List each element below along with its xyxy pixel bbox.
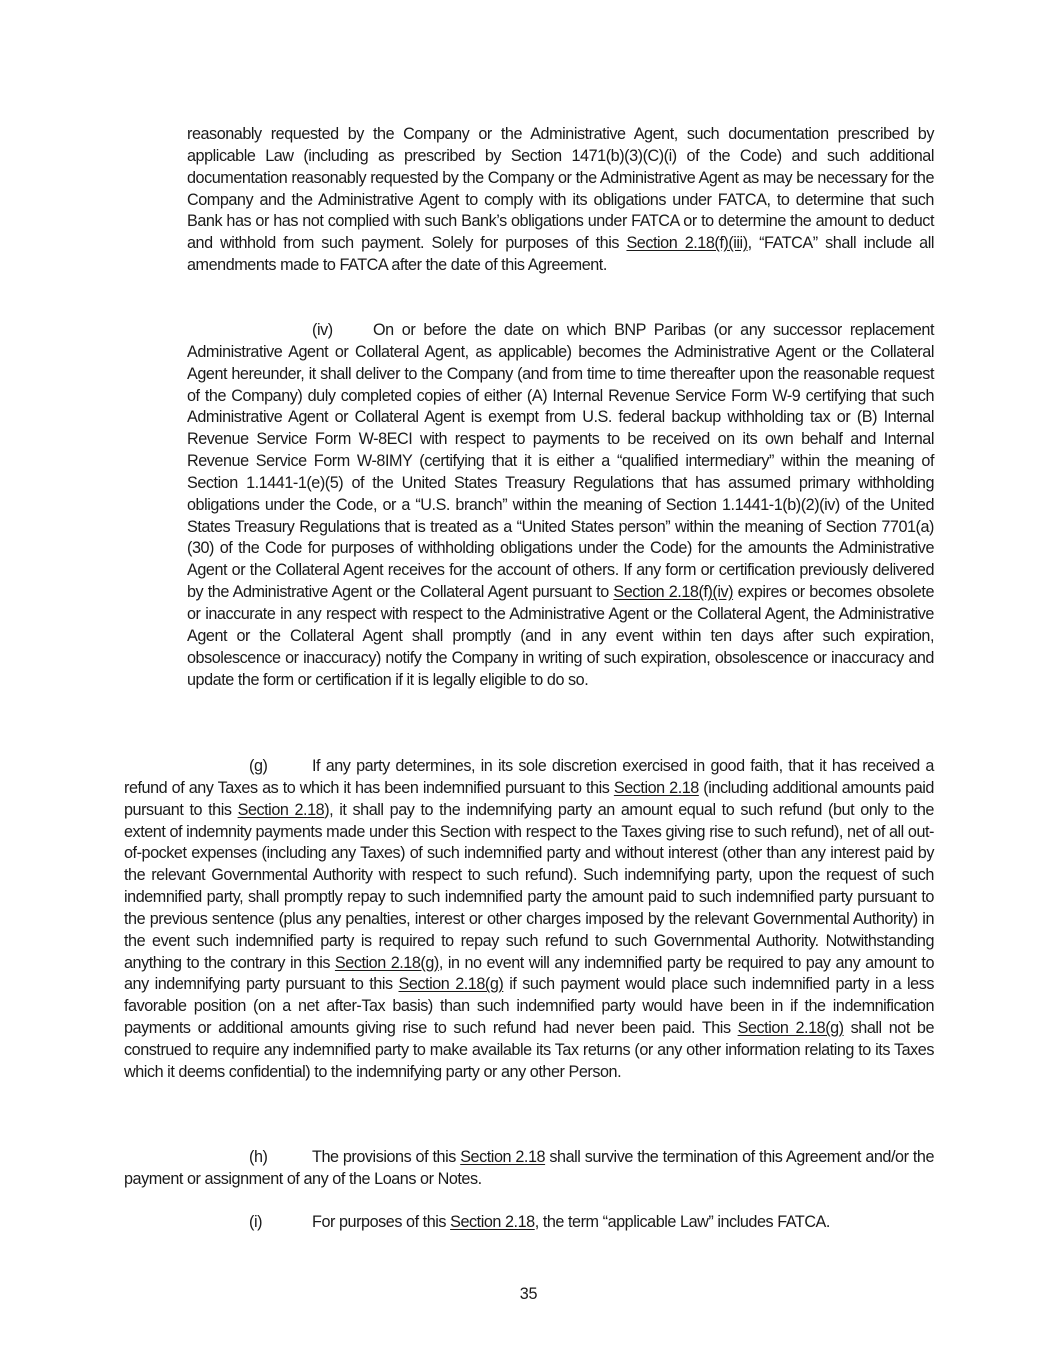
paragraph-text: ), it shall pay to the indemnifying party an amount equal to such refund (but only to the extent of indemnity payments made under this Section with respect to the Taxes giving rise to such refund), net of all out-of-pocket expenses (including any Taxes) of such indemnified party and without interest (other than any interest paid by the relevant Governmental Authority with respect to such refund). Such indemnifying party, upon the request of such indemnified party, shall promptly repay to such indemnified party the amount paid to such indemnified party pursuant to the previous sentence (plus any penalties, interest or other charges imposed by the relevant Governmental Authority) in the event such indemnified party is required to repay such refund to such Governmental Authority. Notwithstanding anything to the contrary in this [124,800,934,972]
clause-label: (iv) [312,321,333,339]
paragraph-text: shall not be construed to require any indemnified party to make available its Tax returns (or any other information relating to its Taxes which it deems confidential) to the indemnifying party or any other Person. [124,1019,935,1081]
clause-label: (h) [249,1148,268,1166]
section-reference-link: Section 2.18 [237,800,325,819]
paragraph-h [124,1147,934,1191]
paragraph-text: expires or becomes obsolete or inaccurate in any respect with respect to the Administrative Agent or the Collateral Agent, the Administrative Agent or the Collateral Agent shall promptly (and in any event within ten days after such expiration, obsolescence or inaccuracy) notify the Company in writing of such expiration, obsolescence or inaccuracy and update the form or certification if it is legally eligible to do so. [187,583,934,689]
section-reference-link: Section 2.18(g) [737,1019,844,1038]
paragraph-text: On or before the date on which BNP Paribas (or any successor replacement Administrative Agent or Collateral Agent, as applicable) becomes the Administrative Agent or the Collateral Agent hereunder, it shall deliver to the Company (and from time to time thereafter upon the reasonable request of the Company) duly completed copies of either (A) Internal Revenue Service Form W-9 certifying that such Administrative Agent or Collateral Agent is exempt from U.S. federal backup withholding tax or (B) Internal Revenue Service Form W-8ECI with respect to payments to be received on its own behalf and Internal Revenue Service Form W-8IMY (certifying that it is either a “qualified intermediary” within the meaning of Section 1.1441-1(e)(5) of the United States Treasury Regulations that has assumed primary withholding obligations under the Code, or a “U.S. branch” within the meaning of Section 1.1441-1(b)(2)(iv) of the United States Treasury Regulations that is treated as a “United States person” within the meaning of Section 7701(a)(30) of the Code for purposes of withholding obligations under the Code) for the amounts the Administrative Agent or the Collateral Agent receives for the account of others. If any form or certification previously delivered by the Administrative Agent or the Collateral Agent pursuant to [187,321,934,602]
paragraph-i [124,1212,934,1234]
paragraph-f-iv [187,320,934,691]
paragraph-text: For purposes of this [312,1213,451,1231]
paragraph-f-iii-continued [187,124,934,277]
clause-label: (i) [249,1213,263,1231]
section-reference-link: Section 2.18(f)(iv) [613,583,734,602]
paragraph-text: If any party determines, in its sole discretion exercised in good faith, that it has received a refund of any Taxes as to which it has been indemnified pursuant to this [124,757,934,797]
clause-label: (g) [249,757,268,775]
paragraph-text: (including additional amounts paid pursuant to this [124,778,934,819]
section-reference-link: Section 2.18(g) [398,975,504,994]
paragraph-g [124,756,934,1084]
paragraph-text: , the term “applicable Law” includes FATCA. [534,1213,830,1231]
section-reference-link: Section 2.18 [613,778,699,797]
paragraph-text: shall survive the termination of this Agreement and/or the payment or assignment of any of the Loans or Notes. [124,1148,934,1188]
section-reference-link: Section 2.18(g) [334,953,439,972]
page-number: 35 [519,1285,538,1303]
section-reference-link: Section 2.18(f)(iii) [626,234,748,253]
paragraph-text: , in no event will any indemnified party be required to pay any amount to any indemnifying party pursuant to this [124,953,934,994]
section-reference-link: Section 2.18 [450,1213,535,1231]
paragraph-text: , “FATCA” shall include all amendments made to FATCA after the date of this Agreement. [187,234,934,275]
paragraph-text: reasonably requested by the Company or the Administrative Agent, such documentation prescribed by applicable Law (including as prescribed by Section 1471(b)(3)(C)(i) of the Code) and such additional documentation reasonably requested by the Company or the Administrative Agent as may be necessary for the Company and the Administrative Agent to comply with its obligations under FATCA, to determine that such Bank has or has not complied with such Bank’s obligations under FATCA or to determine the amount to deduct and withhold from such payment. Solely for purposes of this [187,125,934,253]
section-reference-link: Section 2.18 [460,1148,546,1166]
paragraph-text: if such payment would place such indemnified party in a less favorable position (on a net after-Tax basis) than such indemnified party would have been in if the indemnification payments or additional amounts giving rise to such refund had never been paid. This [124,975,934,1038]
paragraph-text: The provisions of this [312,1148,461,1166]
